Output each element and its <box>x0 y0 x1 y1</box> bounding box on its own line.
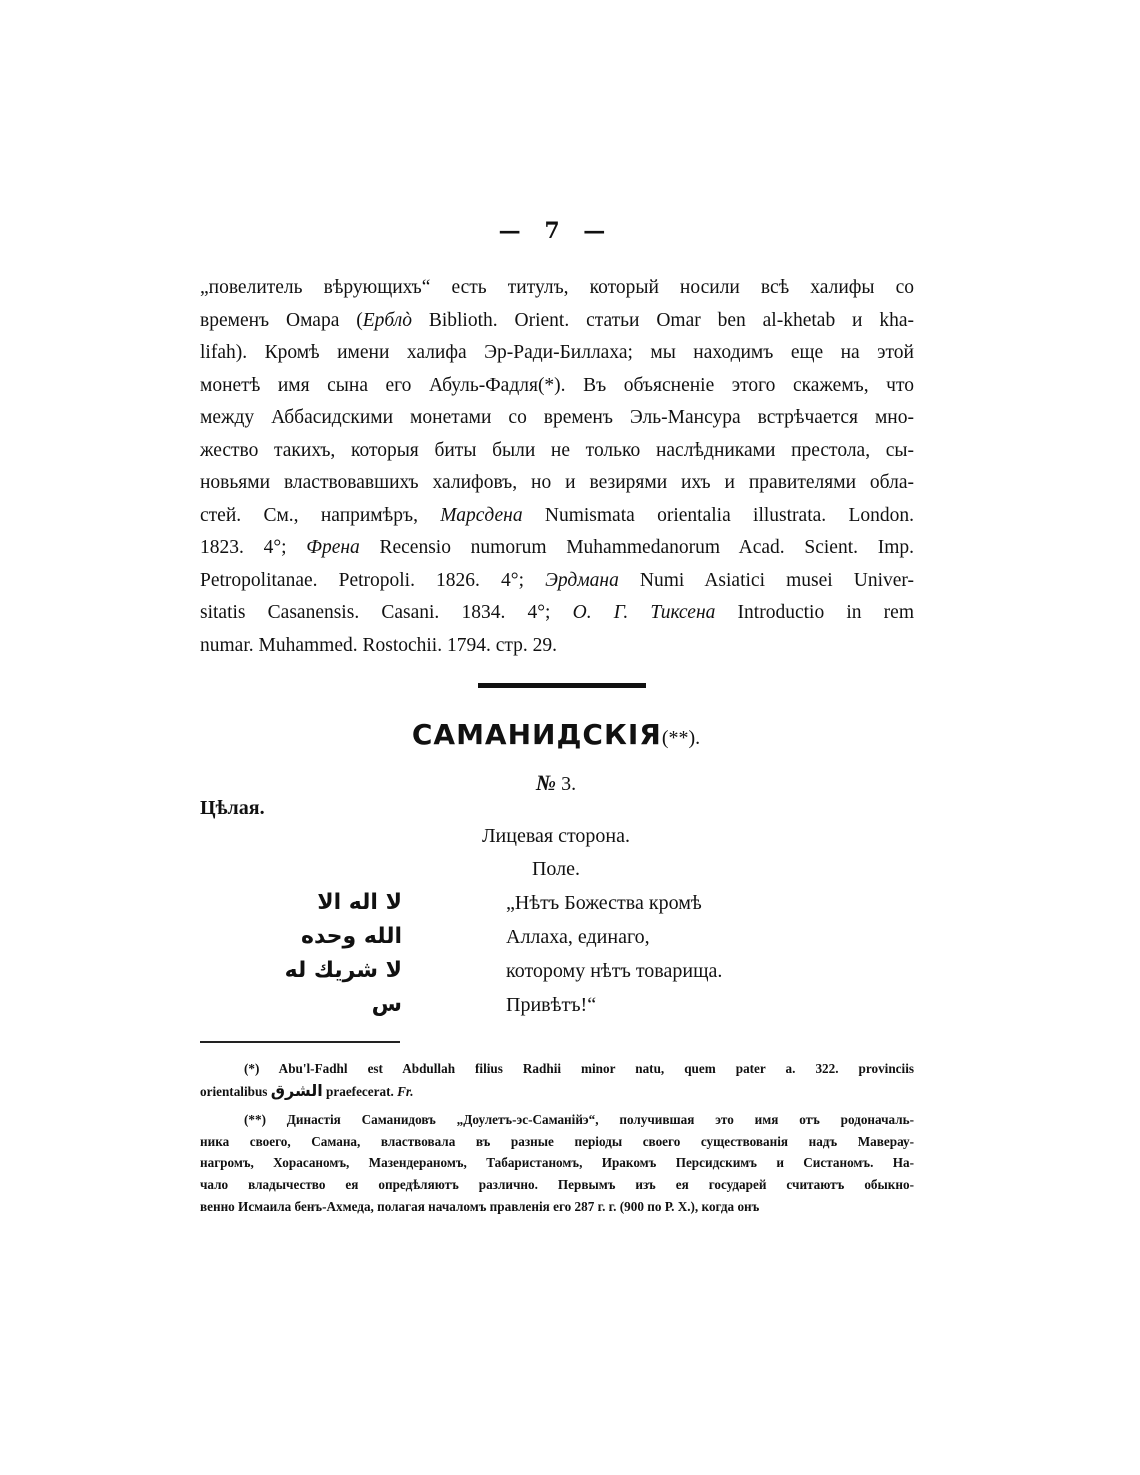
text-line <box>200 1131 914 1153</box>
text-line <box>200 305 914 338</box>
text-segment: венно Исмаила бенъ-Ахмеда, полагая началомъ правленія его 287 г. г. (900 по Р. Х.), когда онъ <box>200 1198 760 1214</box>
text-segment: Френа <box>306 537 360 558</box>
text-segment: новьями властвовавшихъ халифовъ, но и везирями ихъ и правителями обла- <box>200 472 914 493</box>
text-line <box>200 272 914 305</box>
text-line <box>200 337 914 370</box>
section-title-footnote-mark: (**). <box>661 727 701 749</box>
text-line <box>200 532 914 565</box>
text-segment: Эрдмана <box>545 569 619 591</box>
arabic-legend: لا شريك له <box>284 958 402 983</box>
footnotes <box>200 1058 914 1217</box>
text-line <box>200 565 914 598</box>
text-segment: Марсдена <box>440 504 523 526</box>
arabic-legend: لا اله الا <box>317 890 402 915</box>
section-title <box>0 718 1112 751</box>
text-segment: нагромъ, Хорасаномъ, Мазендераномъ, Табаристаномъ, Иракомъ Персидскимъ и Систаномъ. На- <box>200 1155 914 1171</box>
translation-legend: Привѣтъ!“ <box>506 994 597 1016</box>
text-segment: Ерблò <box>362 309 412 331</box>
text-line <box>200 370 914 403</box>
text-line <box>200 467 914 500</box>
legend-row <box>0 992 1140 1026</box>
text-line <box>200 1196 914 1218</box>
body-paragraph <box>200 272 914 662</box>
translation-legend: „Нѣтъ Божества кромѣ <box>506 892 702 914</box>
text-line <box>200 1152 914 1174</box>
legend-row <box>0 924 1140 958</box>
text-segment: монетѣ имя сына его Абуль-Фадля(*). Въ объясненіе этого скажемъ, что <box>200 374 914 396</box>
text-segment: 1823. 4°; <box>200 537 307 558</box>
text-line <box>200 1109 914 1131</box>
coin-number-value: 3. <box>561 773 577 795</box>
text-segment: Fr. <box>397 1083 414 1099</box>
text-segment: praefecerat. <box>322 1083 398 1099</box>
text-segment: временъ Омара ( <box>200 309 363 331</box>
text-segment: Petropolitanae. Petropoli. 1826. 4°; <box>200 569 546 591</box>
text-line <box>200 500 914 533</box>
section-divider <box>478 683 646 688</box>
text-line <box>200 630 914 663</box>
footnote-2 <box>200 1109 914 1217</box>
text-segment: Numi Asiatici musei Univer- <box>618 569 915 591</box>
legend-row <box>0 890 1140 924</box>
footnote-divider <box>200 1041 400 1043</box>
footnote-1 <box>200 1058 914 1101</box>
translation-legend: Аллаха, единаго, <box>506 926 650 948</box>
text-segment: жество такихъ, которыя биты были не только наслѣдниками престола, сы- <box>200 439 914 461</box>
text-segment: ника своего, Самана, властвовала въ разные періоды своего существованія надъ Маверау- <box>200 1133 914 1149</box>
number-sign: № <box>535 770 557 795</box>
text-segment: Numismata orientalia illustrata. London. <box>522 504 914 526</box>
arabic-legend: الله وحده <box>300 924 402 949</box>
arabic-legend: س <box>371 992 402 1017</box>
text-segment: (**) Династія Саманидовъ „Доулетъ-эс-Саманійэ“, получившая это имя отъ родоначаль- <box>244 1112 914 1128</box>
text-segment: чало владычество ея опредѣляютъ различно. Первымъ изъ ея государей считаютъ обыкно- <box>200 1176 914 1192</box>
page-number: — 7 — <box>498 218 614 244</box>
text-segment: Biblioth. Orient. статьи Omar ben al-khetab и kha- <box>411 309 915 331</box>
legend-row <box>0 958 1140 992</box>
text-segment: Introductio in rem <box>715 602 914 623</box>
text-line <box>200 1080 914 1102</box>
coin-number <box>0 770 1112 796</box>
text-segment: (*) Abu'l-Fadhl est Abdullah filius Radhii minor natu, quem pater a. 322. provinciis <box>244 1061 914 1076</box>
text-segment: lifah). Кромѣ имени халифа Эр-Ради-Биллаха; мы находимъ еще на этой <box>200 342 914 363</box>
text-segment: О. Г. Тиксена <box>572 602 716 623</box>
arabic-word: الشرق <box>270 1080 323 1100</box>
text-line <box>200 402 914 435</box>
text-line <box>200 1058 914 1080</box>
text-segment: sitatis Casanensis. Casani. 1834. 4°; <box>200 602 573 623</box>
text-segment: orientalibus <box>200 1083 271 1099</box>
text-segment: стей. См., напримѣръ, <box>200 504 441 526</box>
text-segment: „повелитель вѣрующихъ“ есть титулъ, который носили всѣ халифы со <box>200 277 914 298</box>
coin-condition: Цѣлая. <box>200 797 265 819</box>
text-segment: между Аббасидскими монетами со временъ Эль-Мансура встрѣчается мно- <box>200 407 914 428</box>
text-segment: numar. Muhammed. Rostochii. 1794. стр. 29. <box>200 634 558 656</box>
translation-legend: которому нѣтъ товарища. <box>506 960 723 982</box>
text-segment: Recensio numorum Muhammedanorum Acad. Scient. Imp. <box>359 537 914 558</box>
section-title-text: САМАНИДСКІЯ <box>411 718 662 751</box>
text-line <box>200 597 914 630</box>
field-heading: Поле. <box>531 858 581 880</box>
text-line <box>200 435 914 468</box>
text-line <box>200 1174 914 1196</box>
obverse-heading: Лицевая сторона. <box>481 825 631 847</box>
